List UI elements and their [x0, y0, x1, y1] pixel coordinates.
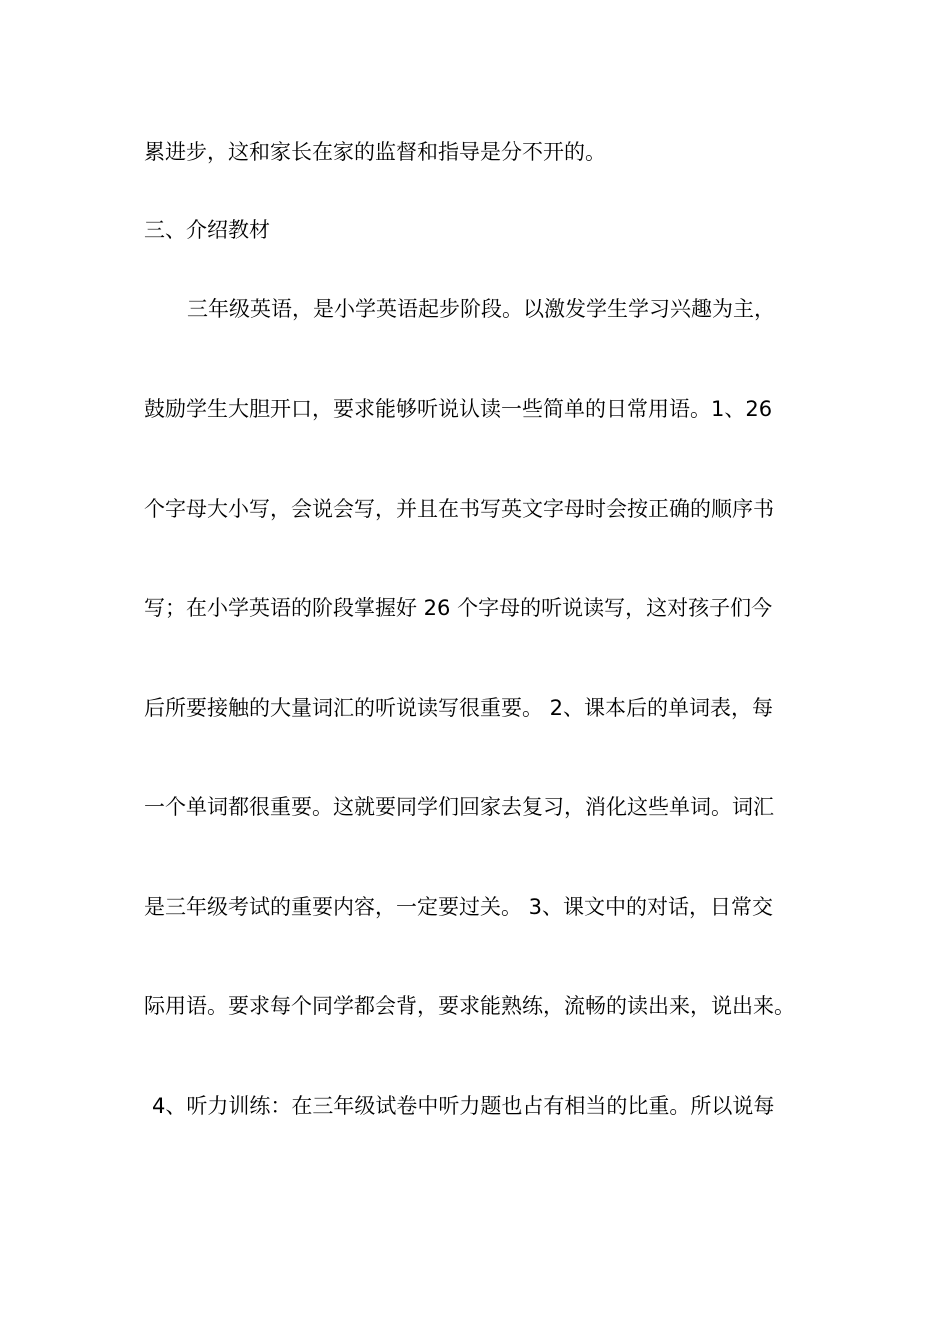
text-line-5: 个字母大小写，会说会写，并且在书写英文字母时会按正确的顺序书 — [144, 497, 774, 521]
text-line-3: 三年级英语，是小学英语起步阶段。以激发学生学习兴趣为主， — [187, 297, 775, 321]
text-line-1: 累进步，这和家长在家的监督和指导是分不开的。 — [144, 140, 606, 164]
text-line-9: 是三年级考试的重要内容，一定要过关。 3、课文中的对话，日常交 — [144, 895, 774, 919]
text-line-10: 际用语。要求每个同学都会背，要求能熟练，流畅的读出来，说出来。 — [144, 994, 795, 1018]
text-line-8: 一个单词都很重要。这就要同学们回家去复习，消化这些单词。词汇 — [144, 795, 774, 819]
text-line-6: 写；在小学英语的阶段掌握好 26 个字母的听说读写，这对孩子们今 — [144, 596, 773, 620]
text-line-4: 鼓励学生大胆开口，要求能够听说认读一些简单的日常用语。1、26 — [144, 397, 773, 421]
section-heading: 三、介绍教材 — [144, 218, 270, 242]
text-line-11: 4、听力训练：在三年级试卷中听力题也占有相当的比重。所以说每 — [152, 1094, 775, 1118]
text-line-7: 后所要接触的大量词汇的听说读写很重要。 2、课本后的单词表，每 — [144, 696, 774, 720]
